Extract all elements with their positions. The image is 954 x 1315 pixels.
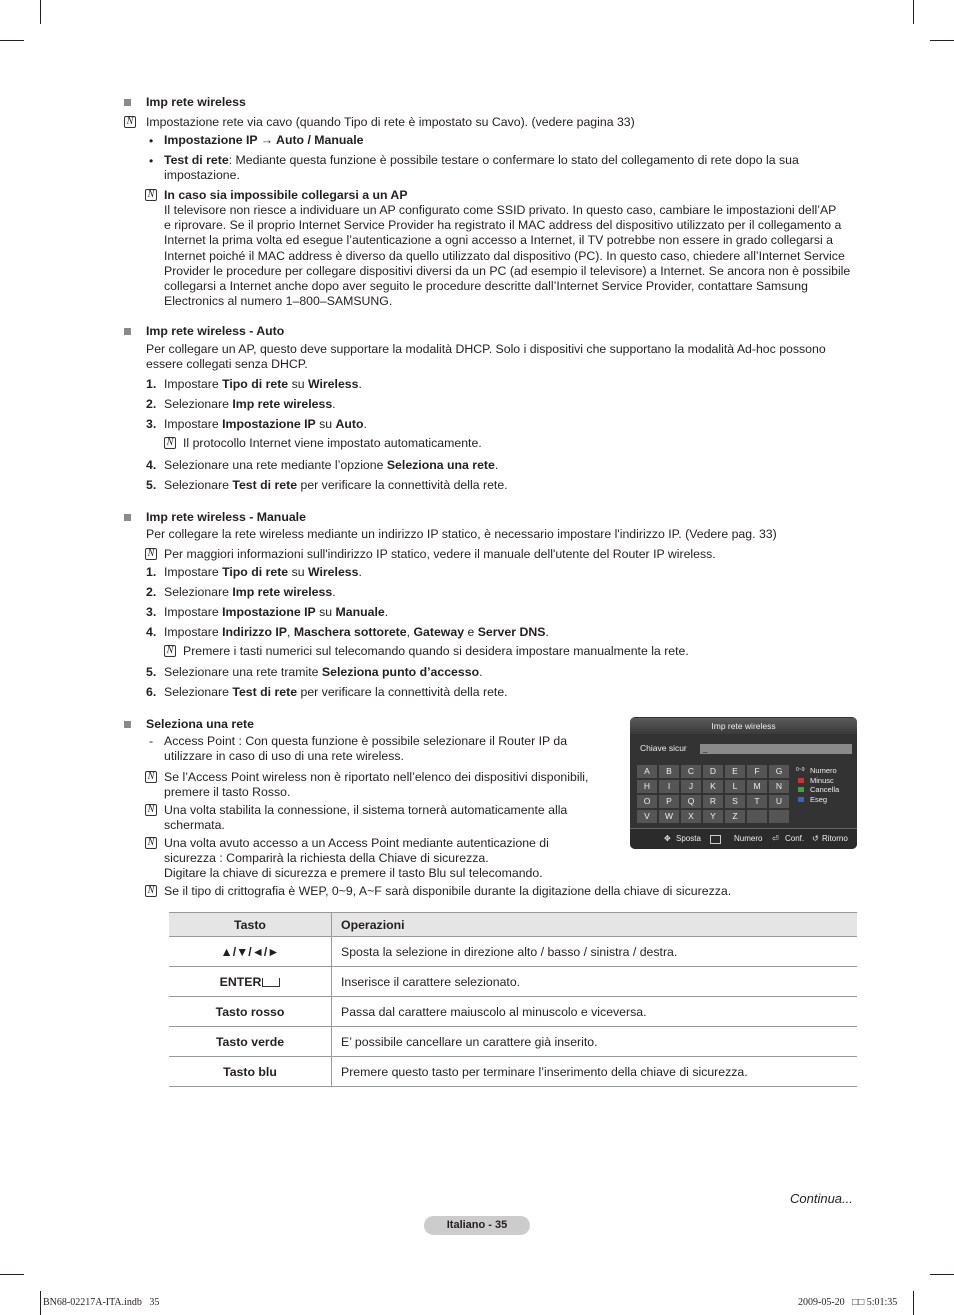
table-cell: Tasto rosso — [169, 997, 332, 1027]
table-row — [169, 1027, 857, 1057]
number-icon — [710, 835, 721, 844]
bullet-text: Test di rete: Mediante questa funzione è possibile testare o confermare lo stato del collegamento di rete dopo la sua — [164, 153, 799, 167]
crop-mark — [930, 1274, 954, 1275]
note-text: Una volta avuto accesso a un Access Point mediante autenticazione di sicurezza : Comparirà la richiesta della Chiave di sicurezza. Digitare la chiave di sicurezza e premere il tasto Blu sul telecomando. — [164, 836, 549, 881]
table-cell: E’ possibile cancellare un carattere già inserito. — [332, 1027, 858, 1057]
table-header: Operazioni — [332, 913, 858, 937]
key[interactable]: K — [703, 780, 723, 793]
key[interactable]: V — [637, 810, 657, 823]
tv-screen — [630, 717, 857, 849]
bullet-icon: • — [149, 154, 154, 168]
crop-mark — [913, 1291, 914, 1315]
section-marker — [124, 721, 131, 728]
note-icon: N — [164, 437, 176, 449]
return-label: Ritorno — [822, 834, 848, 843]
key[interactable]: G — [769, 765, 789, 778]
note-text: Impostazione rete via cavo (quando Tipo di rete è impostato su Cavo). (vedere pagina 33) — [146, 115, 635, 129]
crop-mark — [0, 1274, 24, 1275]
note-icon: N — [145, 804, 157, 816]
return-icon: ↺ — [812, 834, 819, 843]
note-icon: N — [145, 771, 157, 783]
table-row — [169, 967, 857, 997]
section-marker — [124, 514, 131, 521]
section-marker — [124, 328, 131, 335]
note-text: Premere i tasti numerici sul telecomando quando si desidera impostare manualmente la rete. — [183, 644, 689, 658]
key-input[interactable]: _ — [700, 744, 852, 754]
legend-item: Eseg — [798, 795, 839, 805]
key[interactable]: M — [747, 780, 767, 793]
crop-mark — [913, 0, 914, 24]
section-marker — [124, 99, 131, 106]
table-cell: Passa dal carattere maiuscolo al minuscolo e viceversa. — [332, 997, 858, 1027]
conf-label: Conf. — [785, 834, 805, 843]
bullet-text-cont: impostazione. — [164, 168, 240, 182]
paragraph: Access Point : Con questa funzione è possibile selezionare il Router IP da utilizzare in caso di uso di una rete wireless. — [164, 734, 568, 764]
bullet-text: Impostazione IP → Auto / Manuale — [164, 133, 364, 147]
key[interactable]: F — [747, 765, 767, 778]
move-label: Sposta — [676, 834, 701, 843]
dash-icon: - — [149, 734, 154, 748]
continue-text: Continua... — [790, 1191, 853, 1206]
key[interactable]: A — [637, 765, 657, 778]
table-cell: Premere questo tasto per terminare l’inserimento della chiave di sicurezza. — [332, 1057, 858, 1087]
table-row — [169, 937, 857, 967]
key[interactable]: B — [659, 765, 679, 778]
move-icon: ✥ — [664, 834, 671, 843]
key[interactable] — [747, 810, 767, 823]
key[interactable]: H — [637, 780, 657, 793]
section-heading: Imp rete wireless - Manuale — [146, 510, 306, 524]
table-cell: Inserisce il carattere selezionato. — [332, 967, 858, 997]
note-icon: N — [164, 645, 176, 657]
key[interactable]: L — [725, 780, 745, 793]
key[interactable]: W — [659, 810, 679, 823]
note-title: In caso sia impossibile collegarsi a un AP — [164, 188, 408, 202]
note-icon: N — [124, 116, 136, 128]
tv-title: Imp rete wireless — [630, 718, 857, 734]
key[interactable] — [769, 810, 789, 823]
enter-icon — [262, 978, 280, 987]
key[interactable]: Q — [681, 795, 701, 808]
crop-mark — [40, 0, 41, 24]
table-cell: ENTER — [169, 967, 332, 997]
page-number: Italiano - 35 — [424, 1216, 530, 1235]
legend-item: 0~9 Numero — [796, 766, 837, 775]
note-icon: N — [145, 885, 157, 897]
key[interactable]: J — [681, 780, 701, 793]
key[interactable]: Z — [725, 810, 745, 823]
paragraph: Per collegare la rete wireless mediante un indirizzo IP statico, è necessario impostare l'indirizzo IP. (Vedere pag. 33) — [146, 527, 777, 541]
note-text: Una volta stabilita la connessione, il sistema tornerà automaticamente alla schermata. — [164, 803, 568, 833]
table-cell: ▲/▼/◄/► — [169, 937, 332, 967]
keys-table — [169, 912, 857, 1087]
note-text: Se il tipo di crittografia è WEP, 0~9, A~F sarà disponibile durante la digitazione della chiave di sicurezza. — [164, 884, 732, 898]
key[interactable]: S — [725, 795, 745, 808]
table-row — [169, 1057, 857, 1087]
table-cell: Sposta la selezione in direzione alto / basso / sinistra / destra. — [332, 937, 858, 967]
note-body: Il televisore non riesce a individuare un AP configurato come SSID privato. In questo caso, cambiare le impostazioni dell’AP e riprovare. Se il proprio Internet Service Provider ha registrato il MAC address del dispositivo utilizzato per il collegamento a Internet la prima volta ed esegue l’autenticazione a ogni accesso a Internet, il TV potrebbe non essere in grado collegarsi a Internet poiché il MAC address è diverso da quello utilizzato dal dispositivo (PC). In questo caso, chiedere all’Internet Service Provider le procedure per collegare dispositivi diversi da un PC (ad esempio il televisore) a Internet. Se ancora non è possibile collegarsi a Internet anche dopo aver seguito le procedure descritte dall’Internet Service Provider, contattare Samsung Electronics al numero 1–800–SAMSUNG. — [164, 203, 851, 309]
key[interactable]: N — [769, 780, 789, 793]
key[interactable]: I — [659, 780, 679, 793]
enter-icon: ⏎ — [772, 834, 779, 843]
key[interactable]: Y — [703, 810, 723, 823]
key[interactable]: D — [703, 765, 723, 778]
key-label: Chiave sicur — [640, 743, 687, 753]
crop-mark — [40, 1291, 41, 1315]
crop-mark — [930, 40, 954, 41]
key[interactable]: T — [747, 795, 767, 808]
table-cell: Tasto blu — [169, 1057, 332, 1087]
note-text: Se l’Access Point wireless non è riportato nell’elenco dei dispositivi disponibili, premere il tasto Rosso. — [164, 770, 589, 800]
key[interactable]: E — [725, 765, 745, 778]
note-icon: N — [145, 548, 157, 560]
crop-mark — [0, 40, 24, 41]
tv-bottom-bar — [630, 828, 857, 849]
print-date: 2009-05-20 □□ 5:01:35 — [798, 1297, 898, 1308]
note-icon: N — [145, 837, 157, 849]
note-icon: N — [145, 189, 157, 201]
key[interactable]: R — [703, 795, 723, 808]
paragraph: Per collegare un AP, questo deve supportare la modalità DHCP. Solo i dispositivi che supportano la modalità Ad-hoc possono essere collegati senza DHCP. — [146, 342, 826, 372]
table-row — [169, 997, 857, 1027]
key[interactable]: U — [769, 795, 789, 808]
key[interactable]: C — [681, 765, 701, 778]
number-label: Numero — [734, 834, 763, 843]
legend-item: Minusc — [798, 776, 839, 786]
legend — [798, 766, 839, 804]
legend-item: Cancella — [798, 785, 839, 795]
key[interactable]: P — [659, 795, 679, 808]
key[interactable]: O — [637, 795, 657, 808]
bullet-icon: • — [149, 134, 154, 148]
keyboard-grid — [637, 765, 789, 823]
section-heading: Imp rete wireless — [146, 95, 246, 109]
table-cell: Tasto verde — [169, 1027, 332, 1057]
key[interactable]: X — [681, 810, 701, 823]
table-header: Tasto — [169, 913, 332, 937]
note-text: Per maggiori informazioni sull'indirizzo IP statico, vedere il manuale dell'utente del Router IP wireless. — [164, 547, 716, 561]
note-text: Il protocollo Internet viene impostato automaticamente. — [183, 436, 482, 450]
file-info: BN68-02217A-ITA.indb 35 — [43, 1297, 160, 1308]
section-heading: Imp rete wireless - Auto — [146, 324, 285, 338]
section-heading: Seleziona una rete — [146, 717, 254, 731]
